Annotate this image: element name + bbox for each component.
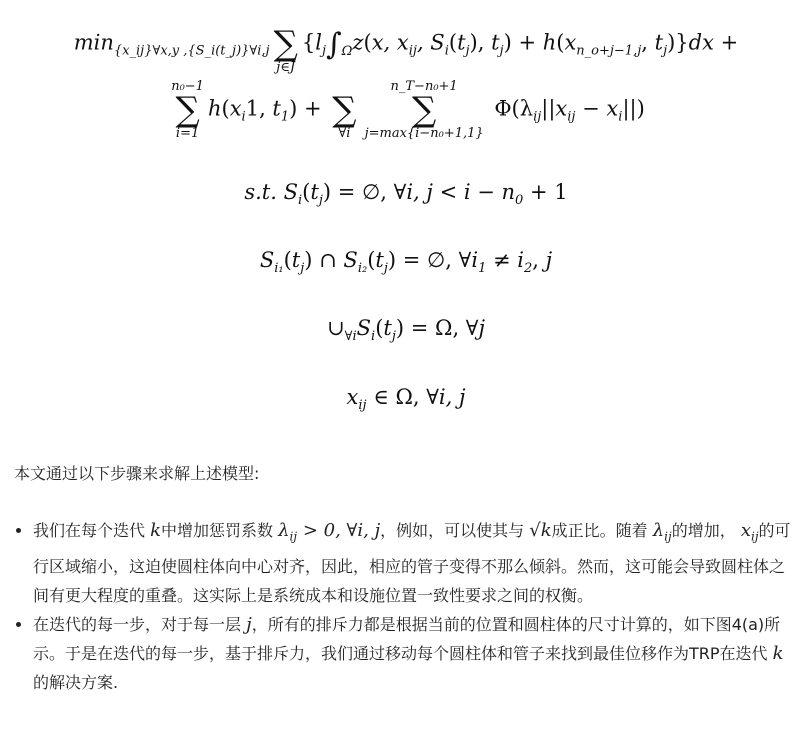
math-text: t [457,30,466,55]
math-text: { [301,30,316,55]
math-text: h [207,96,222,121]
math-text: S [356,316,372,340]
subscript: i [241,109,246,125]
math-text: − [470,180,502,204]
math-text: i [517,248,525,272]
list-item: • 我们在每个迭代 k中增加惩罚系数 $\lambda_{ij} > 0$, ∀i, j，例如，可以使其与 √k成正比。随着 $\lambda_{ij}$的增加， $x_{ij}$的可行区域缩小，这迫使圆柱体向中心对齐，因此，相应的管子变得不那么倾斜。然而，这可能会导致圆柱体之间有更大程度的重叠。这实际上是系统成本和设施位置一致性要求之间的权衡。 [33,516,793,610]
math-text: i, j [406,180,433,204]
math-text: j [545,248,553,272]
math-text: t [375,248,384,272]
integral-symbol: $\int_\Omega$ [325,26,353,62]
steps-list [0,516,793,697]
subscript: j [318,193,323,209]
math-text: dx [688,30,714,55]
math-text: i [471,248,479,272]
math-text: h [542,30,557,55]
math-text: t [491,30,500,55]
list-item: • 在迭代的每一步，对于每一层 j，所有的排斥力都是根据当前的位置和圆柱体的尺寸计算的，如下图4(a)所示。于是在迭代的每一步，基于排斥力，我们通过移动每个圆柱体和管子来找到最佳位移作为TRP在迭代 k的解决方案. [33,610,793,697]
subscript: j [465,43,470,59]
math-text: , [532,248,546,272]
math-text: t [272,96,281,121]
subscript: ij [567,109,576,125]
objective-line-2 [0,80,812,140]
math-text: i [463,180,471,204]
subscript: i₂ [357,261,368,277]
math-text: s.t. S [244,180,298,204]
math-text: x, x [371,30,409,55]
math-text: ( [363,30,372,55]
subscript: j [663,43,668,59]
subscript: 0 [515,193,524,209]
math-text: , S [416,30,445,55]
math-text: ( [283,248,292,272]
math-text: S [259,248,275,272]
math-text: ( [367,248,376,272]
subscript: ij [533,109,542,125]
math-text: t [654,30,664,55]
math-text: z [352,30,364,55]
intro-text: 本文通过以下步骤来求解上述模型: [14,464,260,483]
math-text: ( [302,180,311,204]
math-text: ) ∩ [304,248,344,272]
subscript: 2 [524,261,533,277]
math-text: x [229,96,242,121]
math-text: , [641,30,655,55]
subscript: i₁ [274,261,284,277]
math-text: ) + [289,96,329,121]
subscript: ∀i [344,329,357,345]
subscript: i [618,109,623,125]
subscript: i [371,329,376,345]
subscript: i [444,43,449,59]
math-text: ≠ [486,248,518,272]
math-text: min [73,30,114,55]
subscript: j [383,261,388,277]
math-text: − [575,96,607,121]
subscript: j [300,261,305,277]
math-text: ) + [503,30,543,55]
objective-line-1 [0,14,812,74]
math-text: S [343,248,358,272]
math-text: + 1 [523,180,568,204]
math-text: ( [556,30,565,55]
summation-symbol: n_T−n₀+1 ∑ j=max{i−n₀+1,1} [364,79,484,141]
math-text: l [315,30,322,55]
math-text: 1, [245,96,273,121]
constraint-1 [0,180,812,208]
subscript: j [499,43,504,59]
subscript: i [297,193,303,209]
subscript: ij [408,43,417,59]
constraint-4 [0,385,812,413]
subscript: j [391,329,396,345]
math-text: x [564,30,577,55]
math-text: ( [375,316,384,340]
math-text: )} [667,30,689,55]
math-text: < [432,180,464,204]
math-text: || [541,96,556,121]
math-text: t [383,316,392,340]
math-text: x [606,96,619,121]
summation-symbol: ∑ ∀i [332,90,357,141]
math-text: ) = ∅, ∀ [387,248,472,272]
constraint-2 [0,248,812,276]
math-text: ∈ Ω, ∀ [366,385,439,409]
math-text: x [346,385,359,409]
summation-symbol: n₀−1 ∑ i=1 [171,79,204,141]
math-text: ), [469,30,492,55]
subscript: 1 [478,261,487,277]
math-text: ) = ∅, ∀ [322,180,407,204]
math-text: n [501,180,516,204]
subscript: n_o+j−1,j [576,43,642,59]
math-text: Φ(λ [487,96,534,121]
math-text: i, j [438,385,466,409]
math-text: + [713,30,739,55]
subscript: ij [358,398,367,414]
subscript: j [321,43,326,59]
math-text: ∪ [327,316,345,340]
math-text: ( [221,96,230,121]
subscript: {x_ij}∀x,y ,{S_i(t_j)}∀i,j [113,43,270,59]
math-text: ) = Ω, ∀ [395,316,479,340]
summation-symbol: ∑ j∈J [273,24,298,75]
constraint-3 [0,316,812,344]
math-text: x [555,96,568,121]
math-text: t [310,180,319,204]
math-text: j [478,316,485,340]
math-text: ||) [622,96,645,121]
math-text: t [291,248,301,272]
subscript: 1 [280,109,290,125]
math-text: ( [448,30,458,55]
